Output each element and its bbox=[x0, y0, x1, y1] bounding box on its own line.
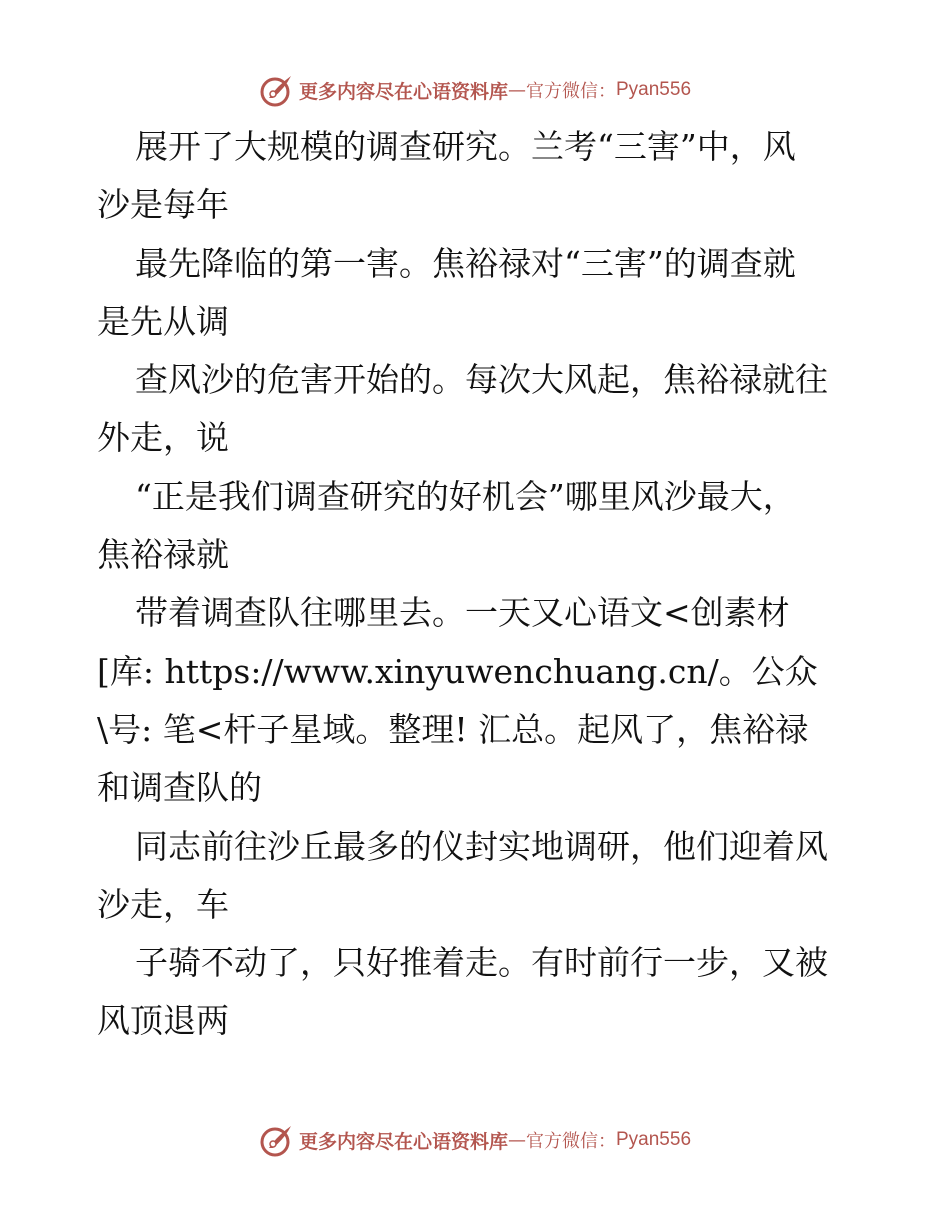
text-line: 沙走，车 bbox=[97, 884, 229, 924]
text-line: [库: https://www.xinyuwenchuang.cn/。公众 bbox=[97, 651, 818, 691]
quill-pen-logo-icon bbox=[259, 1122, 295, 1158]
quill-pen-logo-icon bbox=[259, 72, 295, 108]
text-line: 焦裕禄就 bbox=[97, 535, 229, 575]
text-line: 是先从调 bbox=[97, 301, 229, 341]
text-line: 沙是每年 bbox=[97, 185, 229, 225]
document-body bbox=[97, 118, 857, 1051]
text-line: 风顶退两 bbox=[97, 1001, 229, 1041]
text-line: 最先降临的第一害。焦裕禄对“三害”的调查就 bbox=[135, 243, 796, 283]
footer-separator: — bbox=[508, 1129, 526, 1151]
footer-banner bbox=[0, 1120, 950, 1160]
footer-wechat-label: 官方微信： bbox=[526, 1131, 616, 1152]
text-line: 展开了大规模的调查研究。兰考“三害”中，风 bbox=[135, 127, 796, 166]
text-line: 带着调查队往哪里去。一天又心语文<创素材 bbox=[135, 593, 790, 633]
header-text: 更多内容尽在心语资料库 bbox=[298, 80, 508, 103]
text-line: 查风沙的危害开始的。每次大风起，焦裕禄就往 bbox=[135, 360, 828, 400]
text-line: \号: 笔<杆子星域。整理! 汇总。起风了，焦裕禄 bbox=[97, 709, 809, 749]
text-line: 子骑不动了，只好推着走。有时前行一步，又被 bbox=[135, 943, 828, 983]
text-line: “正是我们调查研究的好机会”哪里风沙最大， bbox=[135, 476, 796, 516]
header-wechat-label: 官方微信： bbox=[526, 81, 616, 102]
footer-text: 更多内容尽在心语资料库 bbox=[298, 1130, 508, 1153]
text-line: 外走，说 bbox=[97, 418, 229, 458]
header-separator: — bbox=[508, 79, 526, 101]
header-banner bbox=[0, 70, 950, 110]
header-wechat-id: Pyan556 bbox=[616, 79, 692, 100]
footer-wechat-id: Pyan556 bbox=[616, 1129, 692, 1150]
text-line: 和调查队的 bbox=[97, 768, 262, 808]
text-line: 同志前往沙丘最多的仪封实地调研，他们迎着风 bbox=[135, 826, 828, 866]
